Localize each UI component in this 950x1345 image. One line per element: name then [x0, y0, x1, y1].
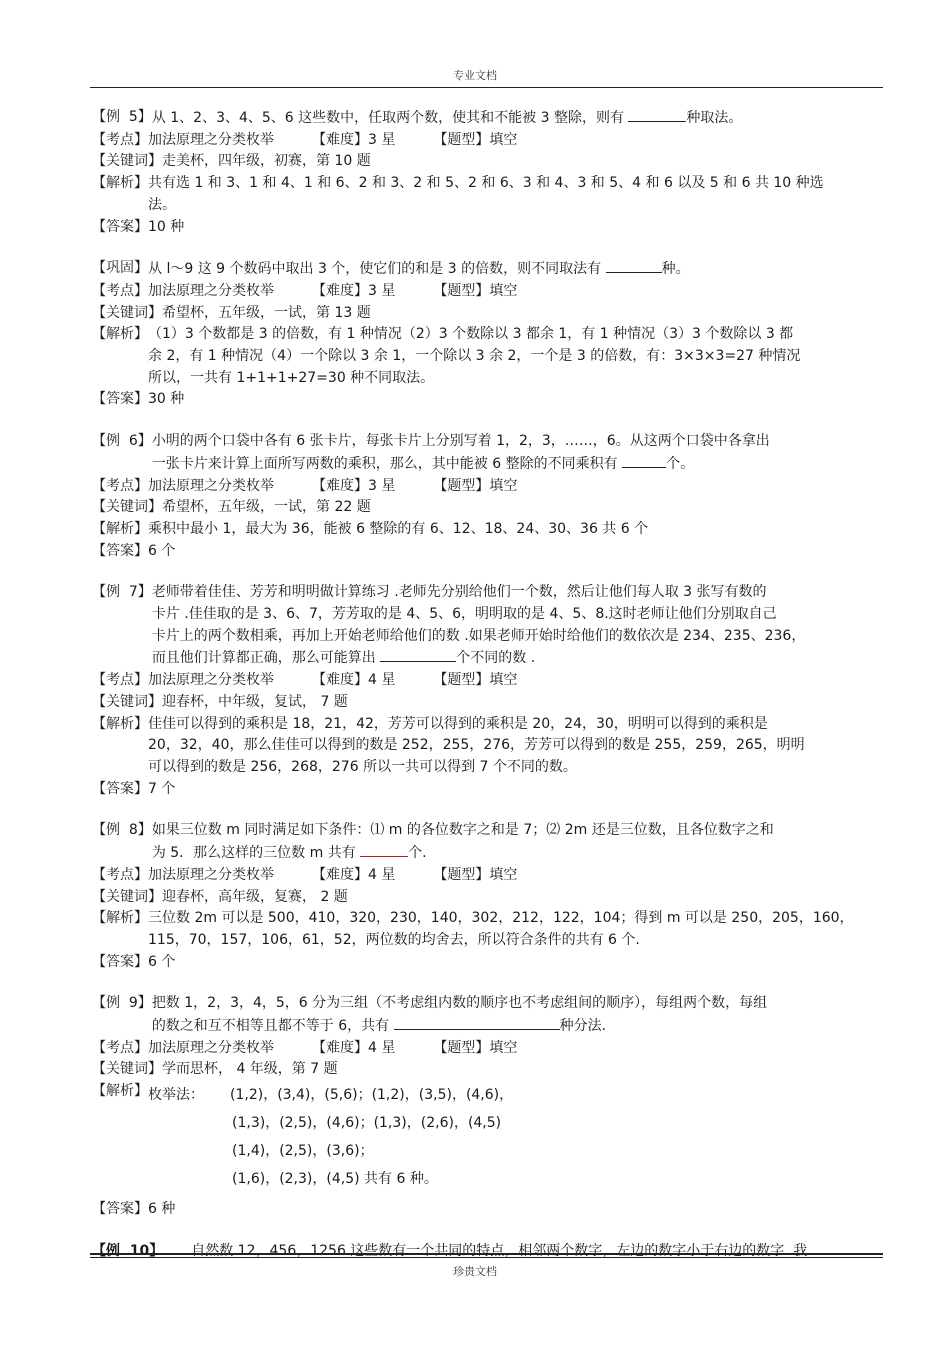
- meta-row: [92, 865, 882, 887]
- keywords-row: [92, 303, 882, 325]
- answer-row: [92, 541, 882, 563]
- analysis-line: 法。: [148, 196, 176, 213]
- enumeration-list: [92, 1109, 882, 1193]
- document-body: [92, 107, 882, 1283]
- analysis-label: 【解析】: [92, 520, 148, 537]
- problem-example-6: [92, 431, 882, 562]
- answer-row: [92, 952, 882, 974]
- question-text: 卡片上的两个数相乘，再加上开始老师给他们的数 .如果老师开始时给他们的数依次是 234、235、236，: [151, 627, 806, 644]
- problem-example-10: [92, 1241, 882, 1263]
- analysis-row: [92, 714, 882, 779]
- problem-tag: 【例 9】: [92, 995, 152, 1012]
- kaodian-value: 加法原理之分类枚举: [148, 672, 274, 689]
- problem-tag: 【例 7】: [92, 584, 152, 601]
- tixing-value: 填空: [489, 1039, 518, 1056]
- footer-rule: [90, 1253, 883, 1255]
- question-text: 把数 1，2，3，4，5，6 分为三组（不考虑组内数的顺序也不考虑组间的顺序），每组两个数，每组: [151, 995, 768, 1012]
- meta-row: [92, 130, 882, 152]
- keywords-row: [92, 1059, 882, 1081]
- tixing-value: 填空: [489, 131, 518, 148]
- nandu-label: 【难度】: [312, 866, 368, 883]
- answer-blank: [628, 107, 686, 122]
- analysis-row: [92, 519, 882, 541]
- analysis-line: 115，70，157，106，61，52，两位数的均舍去，所以符合条件的共有 6 个.: [148, 931, 640, 948]
- kaodian-value: 加法原理之分类枚举: [148, 1039, 274, 1056]
- question-text: 老师带着佳佳、芳芳和明明做计算练习 .老师先分别给他们一个数，然后让他们每人取 3 张写有数的: [151, 584, 767, 601]
- analysis-line: 共有选 1 和 3、1 和 4、1 和 6、2 和 3、2 和 5、2 和 6、3 和 4、3 和 5、4 和 6 以及 5 和 6 共 10 种选: [148, 175, 824, 192]
- analysis-label: 【解析】: [92, 1083, 148, 1100]
- question-text: 为 5．那么这样的三位数 m 共有: [151, 845, 361, 862]
- nandu-label: 【难度】: [312, 672, 368, 689]
- question-text: 小明的两个口袋中各有 6 张卡片，每张卡片上分别写着 1，2，3，……，6。从这两个口袋中各拿出: [151, 433, 770, 450]
- analysis-line: 佳佳可以得到的乘积是 18，21，42，芳芳可以得到的乘积是 20，24，30，明明可以得到的乘积是: [148, 715, 768, 732]
- kaodian-label: 【考点】: [92, 672, 148, 689]
- tixing-label: 【题型】: [433, 672, 490, 689]
- nandu-value: 3 星: [368, 131, 396, 148]
- question-row: [92, 820, 882, 864]
- enumeration-line: (1,3)，(2,5)，(4,6)；(1,3)，(2,6)，(4,5): [232, 1115, 502, 1132]
- question-text: 从 1、2、3、4、5、6 这些数中，任取两个数，使其和不能被 3 整除，则有: [151, 110, 629, 126]
- question-text: 个.: [408, 845, 427, 862]
- answer-value: 6 个: [148, 953, 176, 970]
- answer-value: 6 个: [148, 542, 176, 559]
- keywords-label: 【关键词】: [92, 153, 162, 170]
- problem-tag: 【巩固】: [92, 260, 148, 277]
- analysis-row: [92, 324, 882, 389]
- answer-row: [92, 217, 882, 239]
- kaodian-value: 加法原理之分类枚举: [148, 282, 274, 299]
- problem-tag: 【例 5】: [92, 109, 152, 125]
- kaodian-label: 【考点】: [92, 477, 148, 494]
- question-text: 个。: [666, 455, 695, 472]
- nandu-label: 【难度】: [312, 131, 368, 148]
- analysis-line: （1）3 个数都是 3 的倍数，有 1 种情况（2）3 个数除以 3 都余 1，有 1 种情况（3）3 个数除以 3 都: [148, 326, 794, 343]
- answer-label: 【答案】: [92, 780, 148, 797]
- header-rule: [90, 87, 883, 88]
- tixing-label: 【题型】: [433, 131, 490, 148]
- question-text: 一张卡片来计算上面所写两数的乘积，那么，其中能被 6 整除的不同乘积有: [151, 455, 623, 472]
- answer-value: 30 种: [148, 391, 185, 408]
- keywords-value: 迎春杯，高年级，复赛， 2 题: [162, 888, 348, 905]
- kaodian-value: 加法原理之分类枚举: [148, 131, 274, 148]
- kaodian-label: 【考点】: [92, 282, 148, 299]
- keywords-label: 【关键词】: [92, 1061, 162, 1078]
- question-row: [92, 258, 882, 281]
- question-row: [92, 107, 882, 130]
- problem-example-9: [92, 993, 882, 1221]
- analysis-heading: 枚举法：: [148, 1087, 204, 1104]
- answer-value: 7 个: [148, 780, 176, 797]
- tixing-value: 填空: [489, 672, 518, 689]
- nandu-value: 3 星: [368, 282, 396, 299]
- meta-row: [92, 281, 882, 303]
- question-row: [92, 1241, 882, 1263]
- question-row: [92, 993, 882, 1037]
- answer-row: [92, 389, 882, 411]
- question-text: 如果三位数 m 同时满足如下条件：⑴ m 的各位数字之和是 7；⑵ 2m 还是三位数，且各位数字之和: [151, 822, 774, 839]
- analysis-label: 【解析】: [92, 715, 148, 732]
- analysis-line: 可以得到的数是 256，268，276 所以一共可以得到 7 个不同的数。: [148, 758, 577, 775]
- enumeration-line: (1,4)，(2,5)，(3,6)；: [232, 1143, 374, 1160]
- answer-label: 【答案】: [92, 542, 148, 559]
- answer-blank: [394, 1015, 560, 1030]
- problem-tag: 【例 8】: [92, 822, 152, 839]
- nandu-label: 【难度】: [312, 282, 368, 299]
- analysis-line: 乘积中最小 1，最大为 36，能被 6 整除的有 6、12、18、24、30、36 共 6 个: [148, 520, 649, 537]
- tixing-label: 【题型】: [433, 477, 490, 494]
- analysis-line: 三位数 2m 可以是 500，410，320，230，140，302，212，122，104；得到 m 可以是 250，205，160，: [148, 910, 854, 927]
- question-row: [92, 582, 882, 670]
- page-footer: 珍贵文档: [453, 1265, 497, 1278]
- question-text: 卡片 .佳佳取的是 3、6、7，芳芳取的是 4、5、6，明明取的是 4、5、8.这时老师让他们分别取自己: [151, 606, 777, 623]
- keywords-row: [92, 497, 882, 519]
- nandu-value: 3 星: [368, 477, 396, 494]
- kaodian-label: 【考点】: [92, 866, 148, 883]
- keywords-value: 希望杯，五年级，一试，第 13 题: [162, 304, 371, 321]
- answer-label: 【答案】: [92, 1201, 148, 1218]
- answer-blank: [622, 453, 666, 468]
- tixing-label: 【题型】: [433, 282, 490, 299]
- meta-row: [92, 476, 882, 498]
- keywords-label: 【关键词】: [92, 499, 162, 516]
- enumeration-line: (1,6)，(2,3)，(4,5) 共有 6 种。: [232, 1171, 438, 1188]
- enumeration-line: (1,2)，(3,4)，(5,6)；(1,2)，(3,5)，(4,6)，: [230, 1087, 514, 1104]
- question-text: 从 l～9 这 9 个数码中取出 3 个，使它们的和是 3 的倍数，则不同取法有: [148, 261, 606, 278]
- analysis-line: 所以，一共有 1+1+1+27=30 种不同取法。: [148, 369, 435, 386]
- nandu-value: 4 星: [368, 866, 396, 883]
- analysis-row: [92, 908, 882, 951]
- question-text: 自然数 12，456，1256 这些数有一个共同的特点，相邻两个数字，左边的数字小于右边的数字. 我: [191, 1242, 808, 1259]
- answer-value: 6 种: [148, 1201, 176, 1218]
- nandu-value: 4 星: [368, 1039, 396, 1056]
- analysis-line: 20，32，40，那么佳佳可以得到的数是 252，255，276，芳芳可以得到的数是 255，259，265，明明: [148, 737, 805, 754]
- problem-tag: 【例 10】: [92, 1242, 164, 1259]
- problem-example-8: [92, 820, 882, 973]
- kaodian-label: 【考点】: [92, 1039, 148, 1056]
- answer-blank: [380, 647, 456, 662]
- problem-consolidation: [92, 258, 882, 411]
- analysis-label: 【解析】: [92, 326, 148, 343]
- answer-label: 【答案】: [92, 953, 148, 970]
- keywords-label: 【关键词】: [92, 304, 162, 321]
- answer-label: 【答案】: [92, 391, 148, 408]
- page-header: 专业文档: [453, 69, 497, 82]
- answer-blank: [360, 842, 408, 857]
- analysis-label: 【解析】: [92, 175, 148, 192]
- keywords-value: 迎春杯，中年级，复试， 7 题: [162, 693, 348, 710]
- keywords-label: 【关键词】: [92, 888, 162, 905]
- kaodian-value: 加法原理之分类枚举: [148, 866, 274, 883]
- question-text: 个不同的数 .: [456, 650, 536, 667]
- meta-row: [92, 670, 882, 692]
- tixing-label: 【题型】: [433, 1039, 490, 1056]
- keywords-value: 学而思杯， 4 年级，第 7 题: [162, 1061, 338, 1078]
- tixing-label: 【题型】: [433, 866, 490, 883]
- analysis-label: 【解析】: [92, 910, 148, 927]
- question-row: [92, 431, 882, 475]
- answer-label: 【答案】: [92, 218, 148, 235]
- question-text: 而且他们计算都正确，那么可能算出: [151, 650, 381, 667]
- meta-row: [92, 1038, 882, 1060]
- analysis-row: [92, 1081, 882, 1109]
- keywords-row: [92, 151, 882, 173]
- keywords-row: [92, 692, 882, 714]
- question-text: 种分法.: [559, 1018, 607, 1035]
- nandu-value: 4 星: [368, 672, 396, 689]
- answer-row: [92, 1199, 882, 1221]
- problem-example-5: [92, 107, 882, 238]
- problem-tag: 【例 6】: [92, 433, 152, 450]
- footer-rule-thin: [90, 1257, 883, 1258]
- keywords-value: 希望杯，五年级，一试，第 22 题: [162, 499, 371, 516]
- tixing-value: 填空: [489, 477, 518, 494]
- question-text: 的数之和互不相等且都不等于 6，共有: [151, 1018, 394, 1035]
- analysis-row: [92, 173, 882, 216]
- answer-blank: [606, 258, 662, 273]
- nandu-label: 【难度】: [312, 1039, 368, 1056]
- question-text: 种取法。: [686, 110, 743, 126]
- keywords-value: 走美杯，四年级，初赛，第 10 题: [162, 153, 371, 170]
- problem-example-7: [92, 582, 882, 800]
- answer-row: [92, 779, 882, 801]
- tixing-value: 填空: [489, 282, 518, 299]
- answer-value: 10 种: [148, 218, 185, 235]
- kaodian-value: 加法原理之分类枚举: [148, 477, 274, 494]
- kaodian-label: 【考点】: [92, 131, 148, 148]
- nandu-label: 【难度】: [312, 477, 368, 494]
- keywords-row: [92, 887, 882, 909]
- tixing-value: 填空: [489, 866, 518, 883]
- analysis-line: 余 2，有 1 种情况（4）一个除以 3 余 1，一个除以 3 余 2，一个是 3 的倍数，有：3×3×3=27 种情况: [148, 348, 801, 365]
- keywords-label: 【关键词】: [92, 693, 162, 710]
- question-text: 种。: [661, 261, 690, 278]
